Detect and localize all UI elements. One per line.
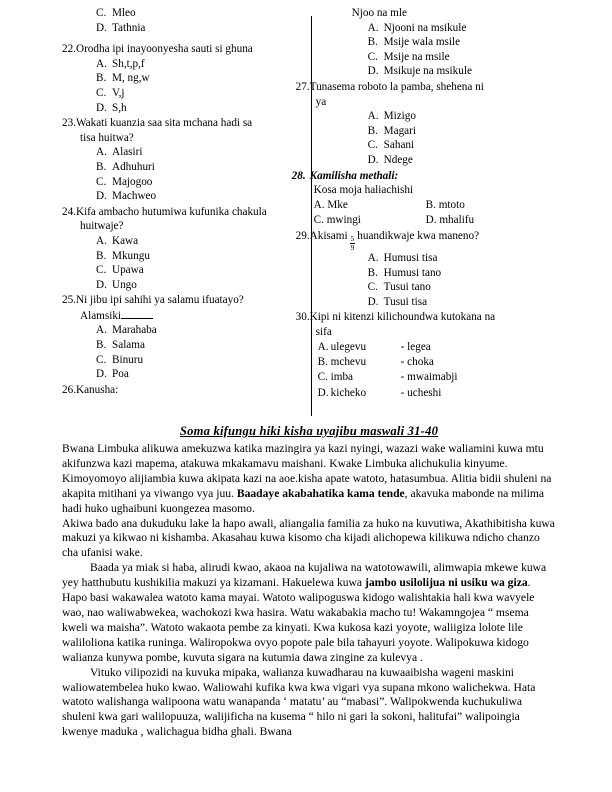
- option-row: [62, 234, 274, 249]
- passage-paragraph-4: [62, 666, 556, 741]
- questions-two-column-area: [62, 6, 556, 418]
- option-row: [62, 189, 274, 204]
- option-row: [334, 109, 556, 124]
- option-label: A.: [96, 57, 107, 70]
- match-value: - choka: [400, 356, 434, 369]
- option-value: mtoto: [438, 198, 465, 211]
- option-value: Tusui tano: [383, 281, 431, 294]
- option-d: [426, 213, 556, 228]
- question-stem: Tunasema roboto la pamba, shehena ni: [309, 80, 484, 93]
- option-value: Alasiri: [112, 146, 143, 159]
- option-value: Ndege: [383, 153, 413, 166]
- option-value: Mizigo: [383, 110, 416, 123]
- match-term: ulegevu: [330, 340, 367, 353]
- option-label: A.: [313, 198, 325, 211]
- match-term: kicheko: [330, 386, 367, 399]
- option-value: Poa: [112, 368, 129, 381]
- option-value: S,h: [112, 101, 127, 114]
- option-value: mwingi: [326, 213, 361, 226]
- question-number: 29.: [295, 229, 310, 242]
- emphasis-text: jambo usilolijua ni usiku wa giza: [364, 576, 528, 590]
- left-column: [62, 6, 286, 397]
- option-row: [334, 138, 556, 153]
- option-row: [334, 251, 556, 266]
- option-label: B.: [425, 198, 436, 211]
- option-row-pair: [292, 198, 556, 213]
- question-stem: Orodha ipi inayoonyesha sauti si ghuna: [75, 43, 253, 56]
- option-row: [334, 295, 556, 310]
- match-row: [296, 370, 556, 385]
- option-value: Mkungu: [112, 249, 150, 262]
- question-25: [62, 293, 274, 308]
- option-value: Ungo: [112, 278, 137, 291]
- option-label: A.: [367, 110, 379, 123]
- passage-text: . Hapo basi wakawalea watoto kama mayai. Watoto walipoguswa kidogo walishtakia hali kwa wavyele wao, nao waliwabwekea, wachokozi kwa hasira. Watu wakabakia macho tu! Wakamngojea “ msema kweli wa maisha”. Watoto wakaota pembe za kinyati. Kwa kukosa kazi yoyote, waliigiza lolote lile waliloliona katika runinga. Waliropokwa ovyo popote pale bila tahayuri yoyote. Walipokuwa kidogo walianza kunywa pombe, kuvuta sigara na kutumia dawa zingine za kulevya .: [62, 576, 535, 664]
- option-row-pair: [292, 213, 556, 228]
- question-stem-continued: huitwaje?: [80, 220, 124, 233]
- match-row: [296, 355, 556, 370]
- option-value: Msije wala msile: [383, 36, 461, 49]
- option-value: Humusi tisa: [383, 252, 438, 265]
- option-label: A.: [96, 234, 107, 247]
- option-value: Msikuje na msikule: [383, 65, 472, 78]
- question-stem: Wakati kuanzia saa sita mchana hadi sa: [75, 117, 253, 130]
- question-27: [296, 80, 556, 95]
- question-stem-continued: tisa huitwa?: [80, 131, 134, 144]
- match-row: [296, 340, 556, 355]
- option-label: D.: [96, 368, 107, 381]
- question-30: [296, 310, 556, 325]
- passage-text: Akiwa bado ana dukuduku lake la hapo awali, aliangalia familia za huko na kuvutiwa, Akathibitisha kuwa makuzi ya kikwao ni kishamba. Akasahau kuwa kisomo cha kijadi alichopewa kilikuwa ndicho chanzo cha ufanisi wake.: [62, 516, 555, 560]
- option-label: A.: [96, 324, 107, 337]
- question-28: [292, 169, 556, 184]
- option-row: [62, 367, 274, 382]
- option-value: Mke: [327, 198, 348, 211]
- option-label: B.: [96, 160, 107, 173]
- question-stem: Kifa ambacho hutumiwa kufunika chakula: [75, 205, 267, 218]
- option-row: [334, 124, 556, 139]
- option-value: Magari: [383, 124, 416, 137]
- option-b: [426, 198, 556, 213]
- option-row: [62, 57, 274, 72]
- question-23: [62, 116, 274, 131]
- question-number: 30.: [295, 311, 310, 324]
- option-label: B.: [367, 266, 378, 279]
- passage-text: , akavuka mabonde na milima hadi huko ughaibuni kuongezea masomo.: [62, 486, 545, 515]
- option-label: A.: [96, 146, 107, 159]
- option-label: D.: [317, 386, 329, 399]
- option-value: Upawa: [112, 264, 144, 277]
- option-row: [62, 175, 274, 190]
- question-22: [62, 42, 274, 57]
- option-label: C.: [367, 281, 378, 294]
- option-value: Tusui tisa: [383, 295, 428, 308]
- match-value: - mwaimabji: [400, 371, 458, 384]
- comprehension-passage-section: [62, 424, 556, 740]
- option-value: Sh,t,p,f: [112, 57, 145, 70]
- option-label: B.: [367, 124, 378, 137]
- option-row: [334, 280, 556, 295]
- option-row: [62, 278, 274, 293]
- question-stem-continued: ya: [315, 95, 327, 108]
- option-value: Adhuhuri: [112, 160, 155, 173]
- option-label: D.: [96, 21, 107, 34]
- option-value: Kawa: [112, 234, 139, 247]
- question-24: [62, 205, 274, 220]
- option-row: [62, 249, 274, 264]
- option-row: [62, 21, 274, 36]
- option-row: [62, 323, 274, 338]
- match-value: - ucheshi: [400, 386, 442, 399]
- option-row: [334, 50, 556, 65]
- question-stem: Kanusha:: [75, 383, 119, 396]
- option-row: [62, 160, 274, 175]
- option-value: Machweo: [112, 190, 157, 203]
- option-label: B.: [96, 72, 107, 85]
- option-row: [62, 145, 274, 160]
- option-row: [334, 21, 556, 36]
- option-label: D.: [425, 213, 437, 226]
- option-row: [62, 263, 274, 278]
- option-label: C.: [313, 213, 324, 226]
- option-c: [314, 213, 426, 228]
- match-value: - legea: [400, 340, 431, 353]
- option-row: [334, 35, 556, 50]
- option-a: [314, 198, 426, 213]
- option-row: [62, 86, 274, 101]
- question-stem: Kipi ni kitenzi kilichoundwa kutokana na: [309, 311, 496, 324]
- question-26-sentence: Njoo na mle: [351, 7, 407, 19]
- option-label: D.: [96, 190, 107, 203]
- option-value: V,j: [112, 86, 125, 99]
- option-label: D.: [367, 295, 379, 308]
- stem-after-fraction: huandikwaje kwa maneno?: [357, 229, 480, 242]
- fraction-denominator: 9: [350, 242, 355, 252]
- passage-heading: Soma kifungu hiki kisha uyajibu maswali 31-40: [179, 424, 439, 438]
- option-value: Marahaba: [112, 324, 157, 337]
- question-number: 27.: [295, 80, 310, 93]
- option-label: D.: [367, 153, 379, 166]
- greeting-word: Alamsiki: [80, 309, 122, 322]
- match-row: [296, 386, 556, 401]
- option-value: Njooni na msikule: [383, 21, 467, 34]
- option-value: mhalifu: [439, 213, 475, 226]
- question-number: 24.: [62, 205, 76, 218]
- question-stem: Ni jibu ipi sahihi ya salamu ifuatayo?: [75, 294, 244, 307]
- option-label: B.: [96, 339, 107, 352]
- answer-blank: [121, 308, 153, 319]
- option-row: [62, 6, 274, 21]
- option-value: Humusi tano: [383, 266, 442, 279]
- option-row: [62, 353, 274, 368]
- option-label: A.: [367, 21, 379, 34]
- option-value: Salama: [112, 339, 145, 352]
- option-label: C.: [317, 371, 328, 384]
- question-stem-continued: sifa: [315, 326, 332, 339]
- option-label: C.: [96, 353, 107, 366]
- option-label: B.: [367, 36, 378, 49]
- option-label: B.: [317, 356, 328, 369]
- match-term: mchevu: [330, 356, 367, 369]
- option-label: B.: [96, 249, 107, 262]
- option-label: C.: [96, 7, 107, 19]
- option-row: [334, 153, 556, 168]
- fraction-five-ninths: [350, 235, 356, 251]
- right-column: [286, 6, 556, 401]
- question-stem-continued: [62, 308, 274, 324]
- option-label: C.: [367, 139, 378, 152]
- option-label: C.: [96, 175, 107, 188]
- option-row: [334, 266, 556, 281]
- option-label: A.: [367, 252, 379, 265]
- option-value: Majogoo: [112, 175, 153, 188]
- question-number: 23.: [62, 117, 76, 130]
- passage-text: Baada ya miak si haba, alirudi kwao, akaoa na kujaliwa na watotowawili, alimwapia mkewe kuwa yey hatthubutu kushikilia makuzi ya kizamani. Hakuelewa kuwa: [62, 561, 547, 590]
- match-term: imba: [330, 371, 354, 384]
- question-26: [62, 383, 274, 398]
- passage-paragraph-2: [62, 517, 556, 562]
- option-value: M, ng,w: [112, 72, 150, 85]
- stem-before-fraction: Akisami: [309, 229, 348, 242]
- option-value: Mleo: [112, 7, 136, 19]
- fraction-numerator: 5: [350, 234, 355, 244]
- proverb-text: Kosa moja haliachishi: [313, 184, 414, 197]
- passage-paragraph-1: [62, 442, 556, 517]
- option-row: [62, 71, 274, 86]
- option-label: C.: [96, 86, 107, 99]
- option-row: [334, 64, 556, 79]
- option-label: A.: [317, 340, 329, 353]
- passage-paragraph-3: [62, 561, 556, 665]
- question-number: 25.: [62, 294, 76, 307]
- option-label: D.: [96, 278, 107, 291]
- emphasis-text: Baadaye akabahatika kama tende: [236, 486, 405, 500]
- option-label: C.: [96, 264, 107, 277]
- question-number: 26.: [62, 383, 76, 396]
- option-value: Sahani: [383, 139, 415, 152]
- passage-text: Vituko vilipozidi na kuvuka mipaka, walianza kuwadharau na kuwaaibisha wageni maskini waliowatembelea huko kwao. Waliowahi kufika kwa kwa vigari vya supana mkono walichekwa. Hata watoto walishanga walipoona watu wanapanda ‘ matatu’ au “mabasi”. Walipokwenda kuchukuliwa shuleni kwa gari walilopuuza, walijificha na kusema “ hilo ni gari la sokoni, halitufai” walipoingia kwenye maduka , walichagua bidha ghali. Bwana: [62, 665, 536, 739]
- spacer: [62, 35, 274, 41]
- passage-text: Bwana Limbuka alikuwa amekuzwa katika mazingira ya kazi nyingi, wazazi wake waliamini kuwa mtu akifunzwa kazi mapema, atakuwa mkakamavu maishani. Kwake Limbuka alichukulia kinyume. Kimoyomoyo alijiambia kuwa akipata kazi na aoe.kisha apate watoto, hatasumbua. Alitia bidii shuleni na akapita mitihani ya viwango vya juu.: [62, 442, 552, 500]
- question-stem: Kamilisha methali:: [309, 169, 399, 182]
- option-value: Binuru: [112, 353, 144, 366]
- option-value: Tathnia: [112, 21, 146, 34]
- option-row: [62, 101, 274, 116]
- question-number: 28.: [291, 169, 306, 182]
- option-value: Msije na msile: [383, 50, 450, 63]
- question-stem: [310, 229, 556, 251]
- option-label: C.: [367, 50, 378, 63]
- option-label: D.: [96, 101, 107, 114]
- option-row: [62, 338, 274, 353]
- question-29: [296, 229, 556, 251]
- option-label: D.: [367, 65, 379, 78]
- question-number: 22.: [62, 43, 76, 56]
